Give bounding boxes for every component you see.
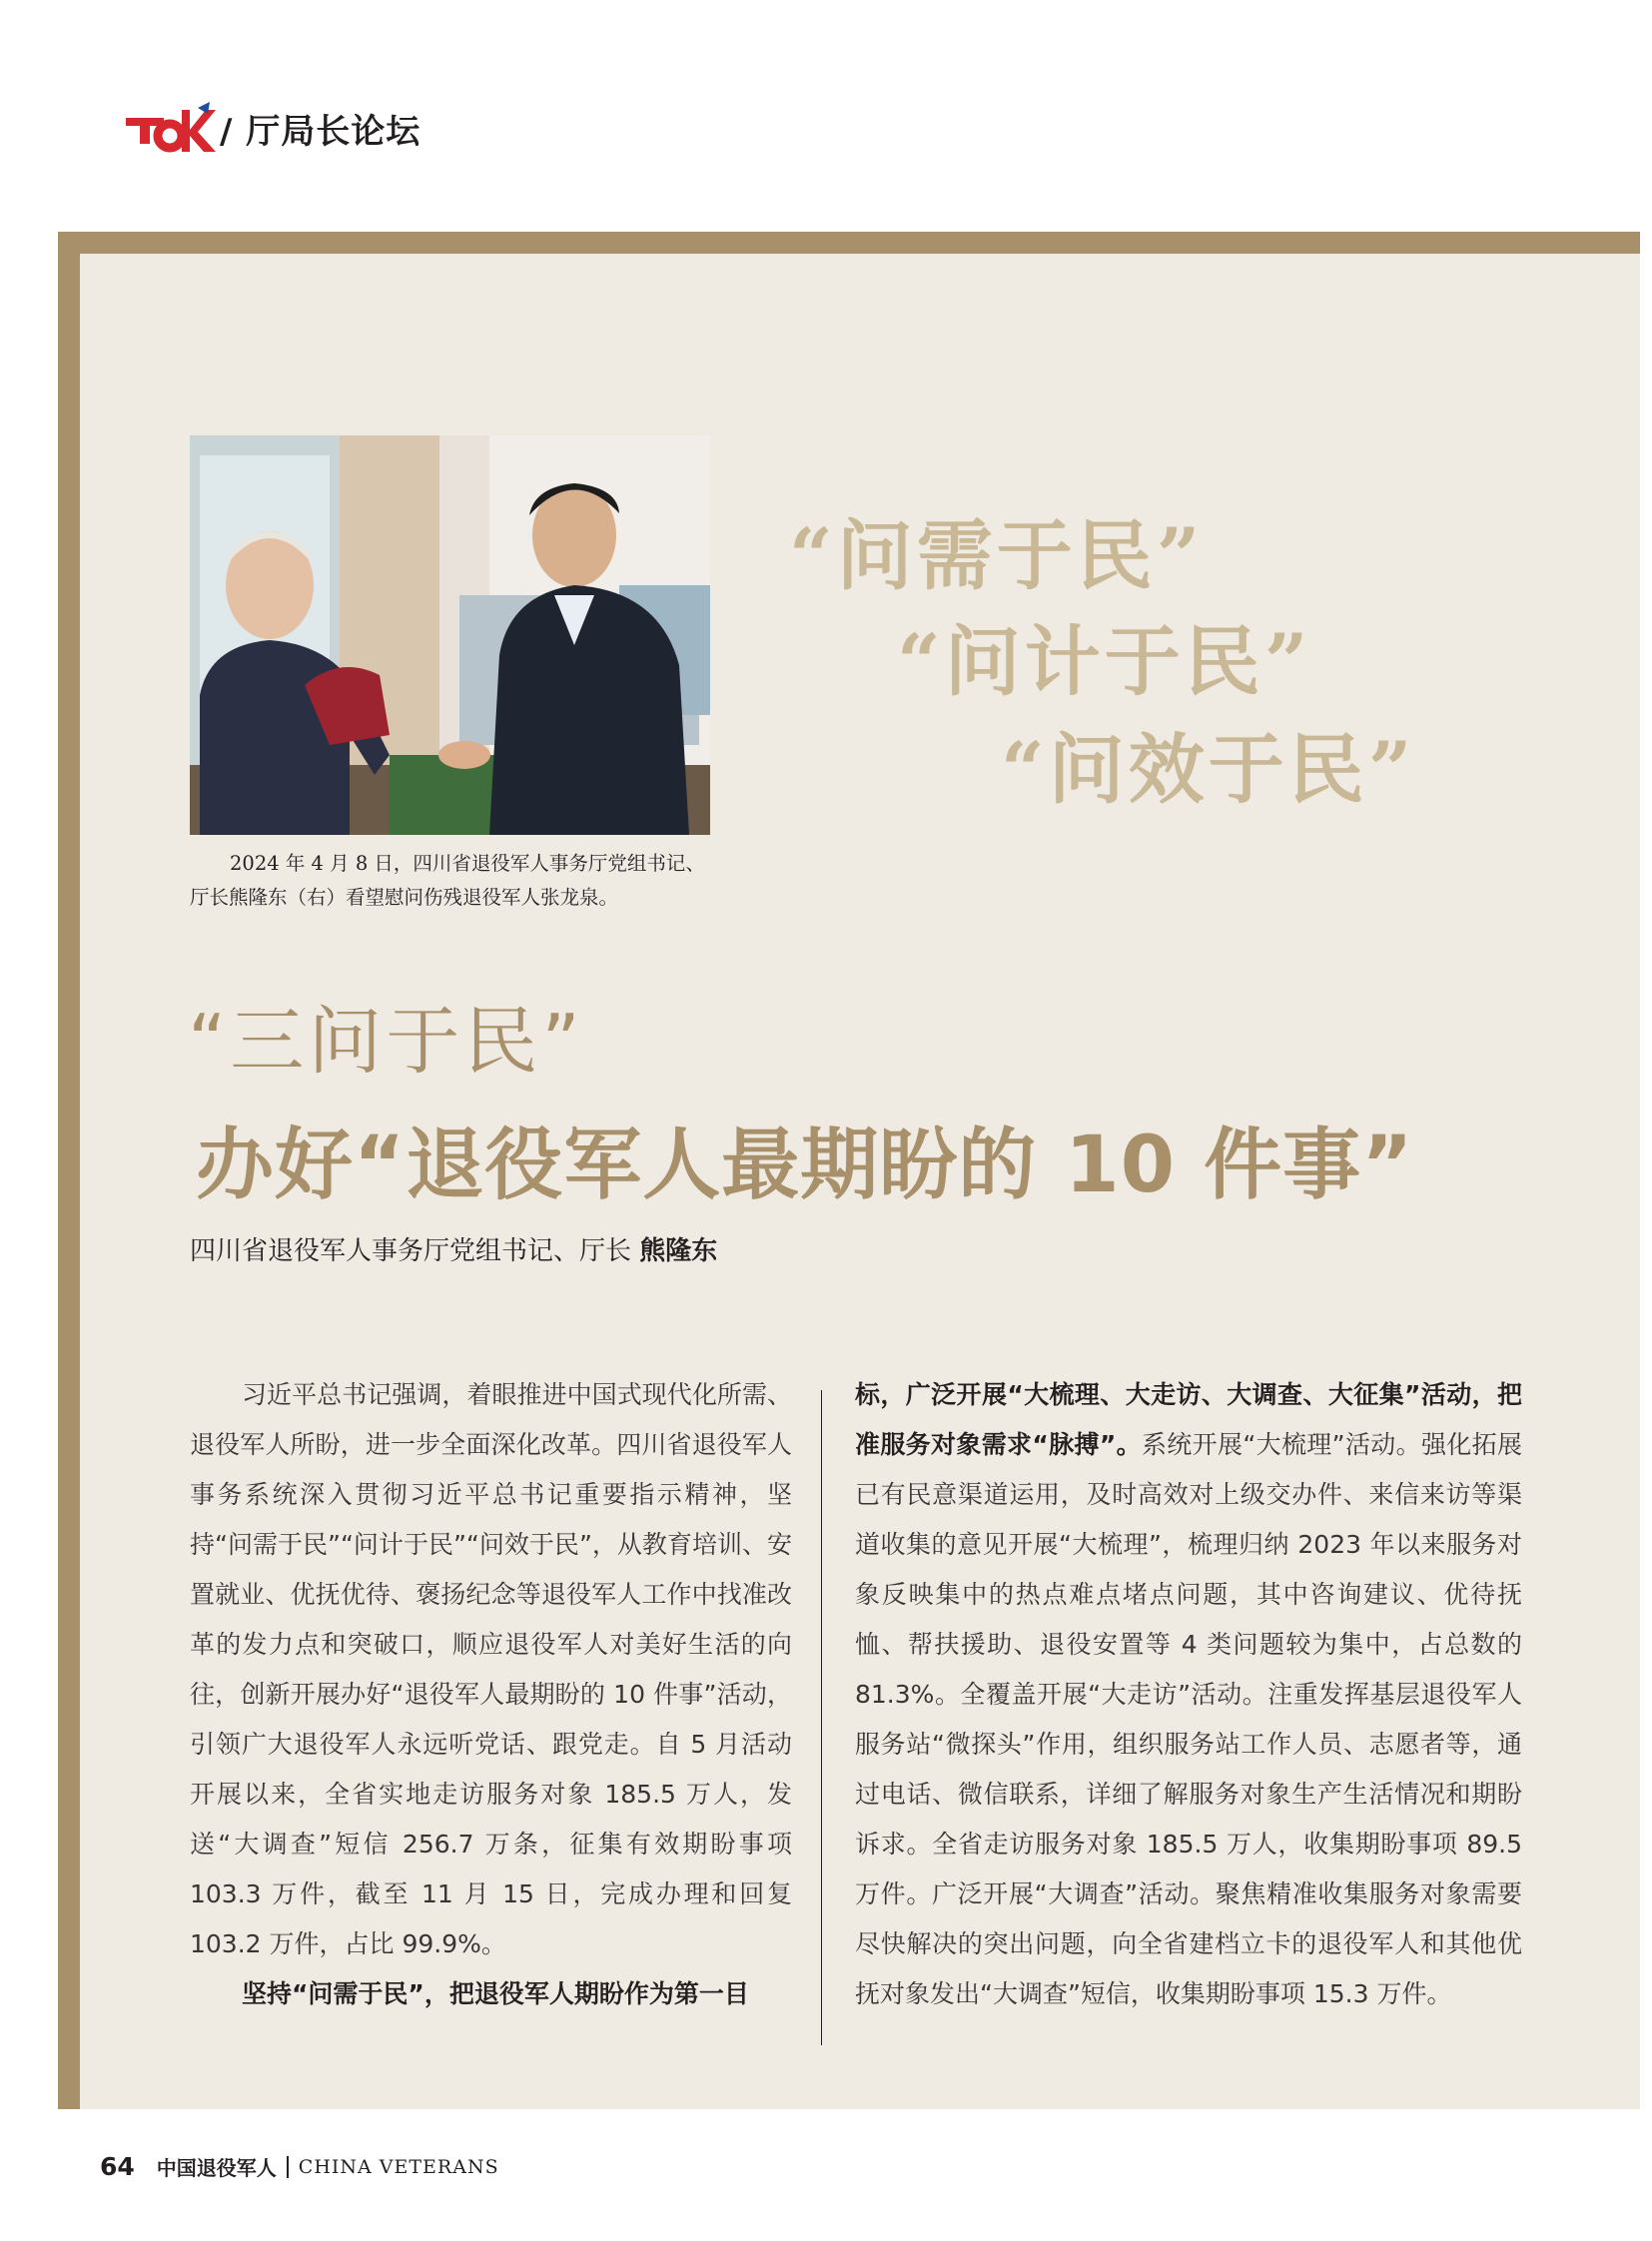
page-footer bbox=[100, 2152, 499, 2181]
section-header bbox=[124, 98, 420, 158]
page-number: 64 bbox=[100, 2152, 135, 2181]
photo-caption bbox=[190, 847, 729, 915]
body-paragraph: 习近平总书记强调，着眼推进中国式现代化所需、退役军人所盼，进一步全面深化改革。四川省退役军人事务系统深入贯彻习近平总书记重要指示精神，坚持“问需于民”“问计于民”“问效于民”，从教育培训、安置就业、优抚优待、褒扬纪念等退役军人工作中找准改革的发力点和突破口，顺应退役军人对美好生活的向往，创新开展办好“退役军人最期盼的 10 件事”活动，引领广大退役军人永远听党话、跟党走。自 5 月活动开展以来，全省实地走访服务对象 185.5 万人，发送“大调查”短信 256.7 万条，征集有效期盼事项 103.3 万件，截至 11 月 15 日，完成办理和回复 103.2 万件，占比 99.9%。 bbox=[190, 1380, 792, 1958]
section-lead-continuation: 标，广泛开展“大梳理、大走访、大调查、大征集”活动，把准服务对象需求“脉搏”。 bbox=[855, 1380, 1522, 1459]
magazine-logo bbox=[124, 100, 216, 156]
body-column-right bbox=[855, 1370, 1522, 2019]
author-name: 熊隆东 bbox=[639, 1236, 718, 1266]
article-subtitle: “三问于民” bbox=[188, 999, 584, 1085]
footer-separator bbox=[287, 2156, 289, 2178]
slogan-ask-ideas: “问计于民” bbox=[897, 617, 1312, 706]
column-divider bbox=[821, 1390, 822, 2045]
slogan-ask-needs: “问需于民” bbox=[789, 511, 1205, 600]
caption-line-2: 厅长熊隆东（右）看望慰问伤残退役军人张龙泉。 bbox=[190, 886, 619, 909]
caption-line-1: 2024 年 4 月 8 日，四川省退役军人事务厅党组书记、 bbox=[230, 852, 705, 875]
section-lead-bold: 坚持“问需于民”，把退役军人期盼作为第一目 bbox=[242, 1979, 749, 2008]
author-byline bbox=[190, 1230, 717, 1267]
photo-illustration bbox=[190, 435, 710, 835]
article-title: 办好“退役军人最期盼的 10 件事” bbox=[196, 1120, 1414, 1210]
panel-left-border bbox=[58, 232, 80, 2109]
section-name: / 厅局长论坛 bbox=[220, 111, 421, 152]
magazine-name-en: CHINA VETERANS bbox=[298, 2155, 499, 2178]
panel-top-border bbox=[58, 232, 1640, 254]
article-photo bbox=[190, 435, 710, 835]
body-paragraph-right: 系统开展“大梳理”活动。强化拓展已有民意渠道运用，及时高效对上级交办件、来信来访等渠道收集的意见开展“大梳理”，梳理归纳 2023 年以来服务对象反映集中的热点难点堵点问题，其中咨询建议、优待抚恤、帮扶援助、退役安置等 4 类问题较为集中，占总数的 81.3%。全覆盖开展“大走访”活动。注重发挥基层退役军人服务站“微探头”作用，组织服务站工作人员、志愿者等，通过电话、微信联系，详细了解服务对象生产生活情况和期盼诉求。全省走访服务对象 185.5 万人，收集期盼事项 89.5 万件。广泛开展“大调查”活动。聚焦精准收集服务对象需要尽快解决的突出问题，向全省建档立卡的退役军人和其他优抚对象发出“大调查”短信，收集期盼事项 15.3 万件。 bbox=[855, 1430, 1522, 2008]
body-column-left bbox=[190, 1370, 792, 2019]
author-position: 四川省退役军人事务厅党组书记、厅长 bbox=[190, 1236, 640, 1266]
magazine-name-cn: 中国退役军人 bbox=[156, 2156, 277, 2180]
slogan-ask-effects: “问效于民” bbox=[1001, 725, 1416, 814]
